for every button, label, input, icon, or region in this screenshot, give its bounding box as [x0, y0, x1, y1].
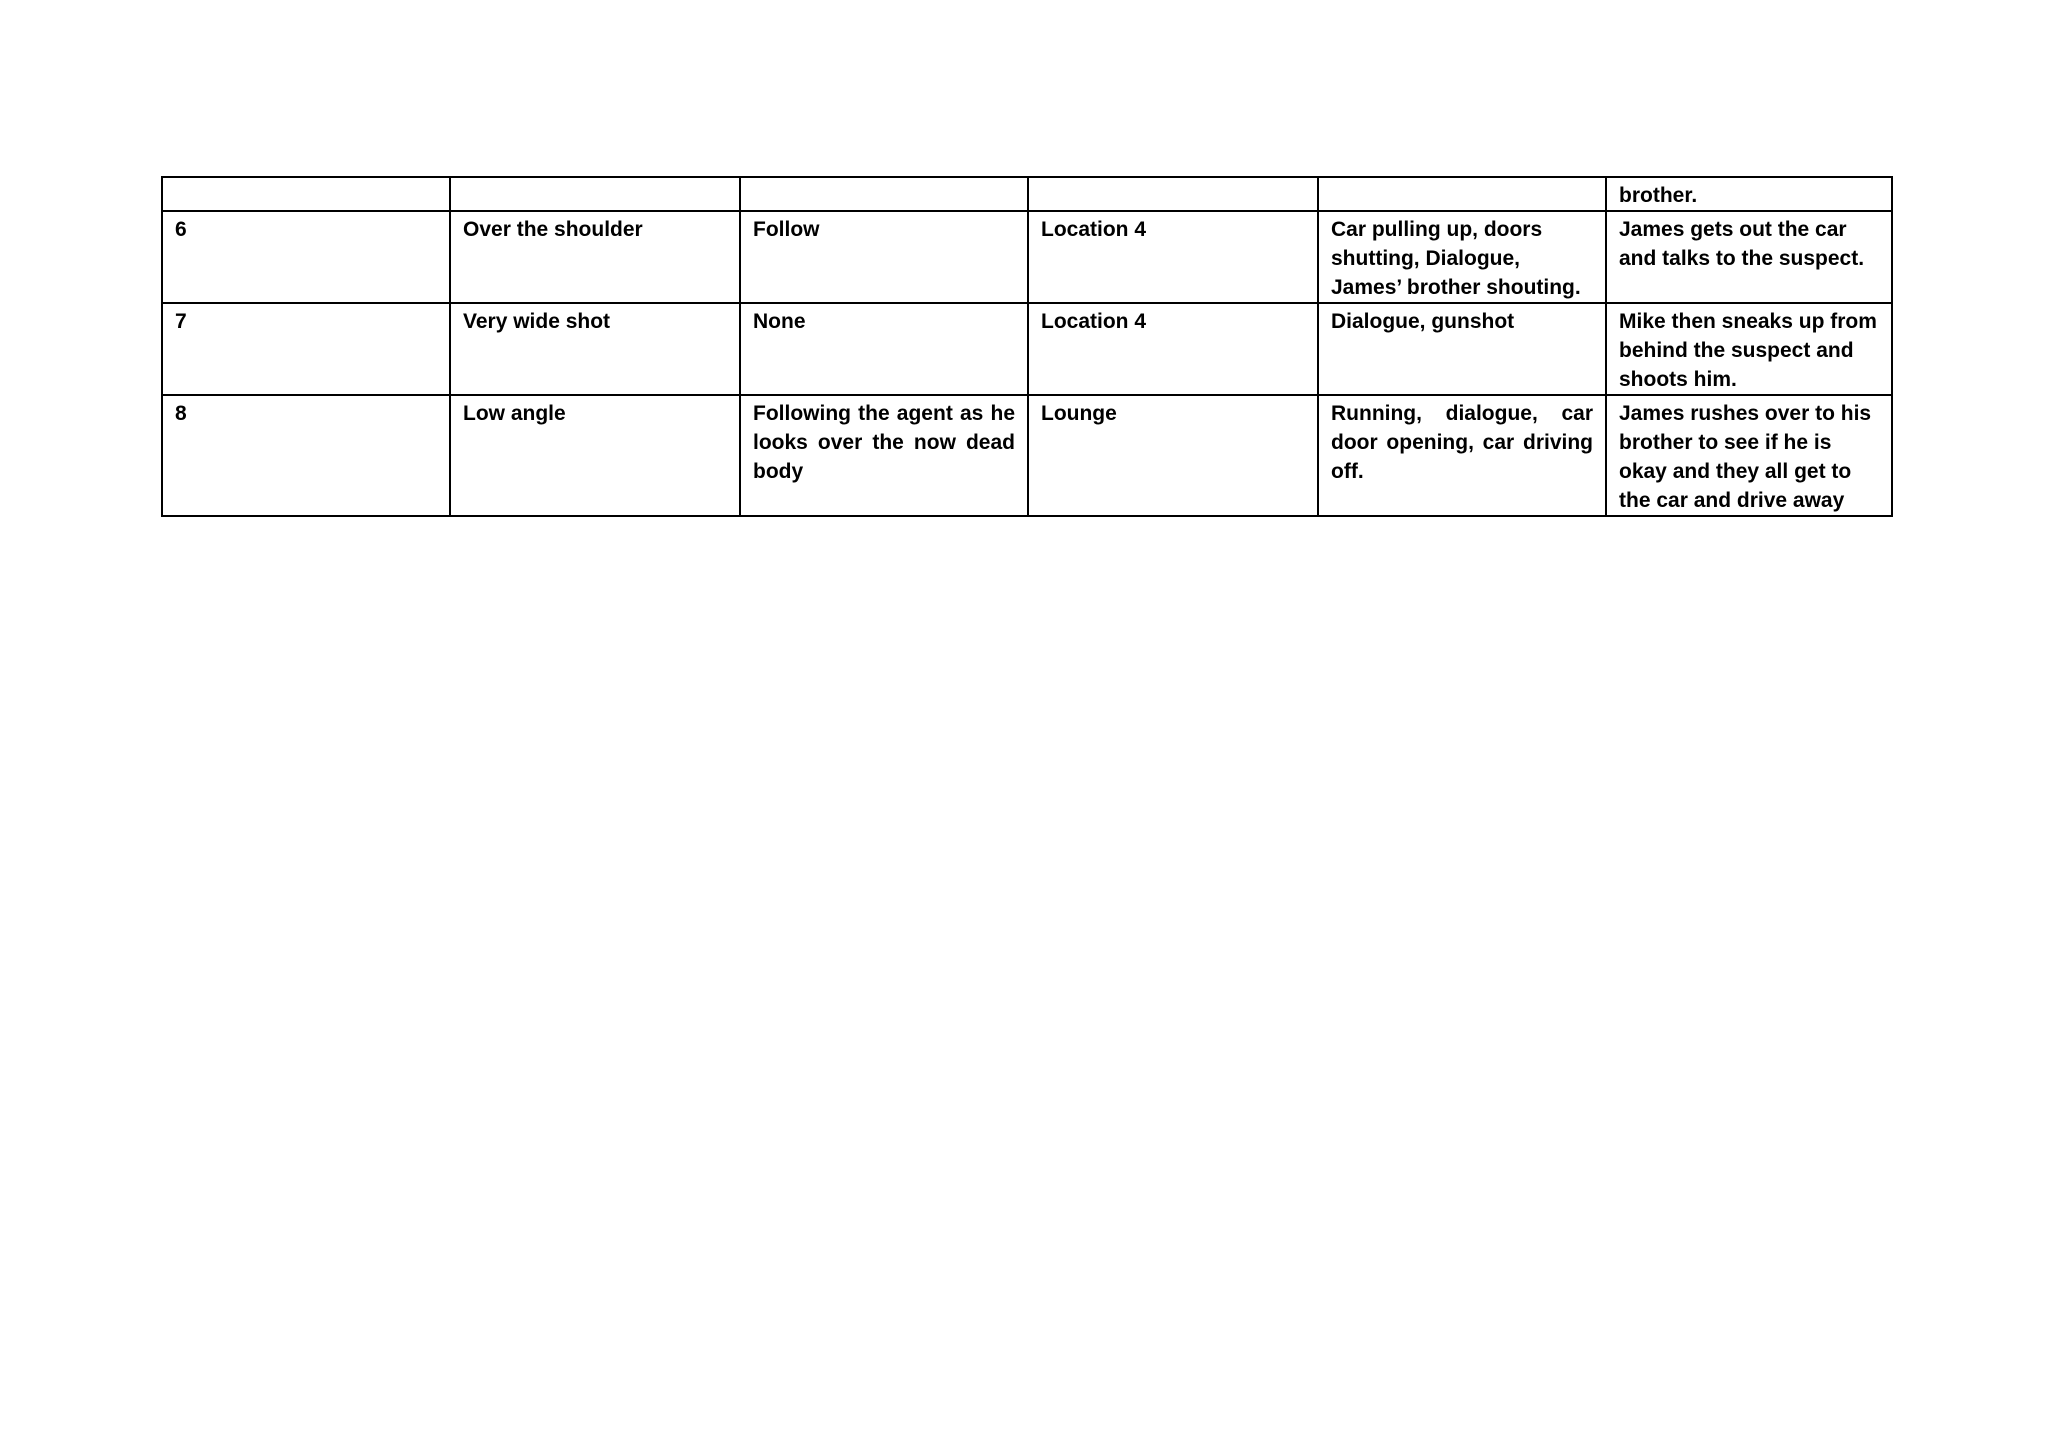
location-cell [1028, 177, 1318, 211]
location-cell: Location 4 [1028, 303, 1318, 395]
action-cell: Mike then sneaks up from behind the suspect and shoots him. [1606, 303, 1892, 395]
camera-angle-cell: Low angle [450, 395, 740, 516]
camera-movement-cell: Follow [740, 211, 1028, 303]
location-cell: Lounge [1028, 395, 1318, 516]
shot-number-cell: 8 [162, 395, 450, 516]
camera-angle-cell: Very wide shot [450, 303, 740, 395]
camera-movement-cell: Following the agent as he looks over the now dead body [740, 395, 1028, 516]
sound-cell [1318, 177, 1606, 211]
camera-angle-cell: Over the shoulder [450, 211, 740, 303]
storyboard-table [161, 176, 1893, 517]
action-cell: brother. [1606, 177, 1892, 211]
table-row [162, 303, 1892, 395]
location-cell: Location 4 [1028, 211, 1318, 303]
camera-movement-cell [740, 177, 1028, 211]
table-row [162, 177, 1892, 211]
camera-angle-cell [450, 177, 740, 211]
shot-number-cell: 7 [162, 303, 450, 395]
sound-cell: Running, dialogue, car door opening, car driving off. [1318, 395, 1606, 516]
shot-number-cell [162, 177, 450, 211]
camera-movement-cell: None [740, 303, 1028, 395]
action-cell: James gets out the car and talks to the suspect. [1606, 211, 1892, 303]
action-cell: James rushes over to his brother to see if he is okay and they all get to the car and drive away [1606, 395, 1892, 516]
table-row [162, 211, 1892, 303]
table-row [162, 395, 1892, 516]
sound-cell: Car pulling up, doors shutting, Dialogue, James’ brother shouting. [1318, 211, 1606, 303]
sound-cell: Dialogue, gunshot [1318, 303, 1606, 395]
shot-number-cell: 6 [162, 211, 450, 303]
